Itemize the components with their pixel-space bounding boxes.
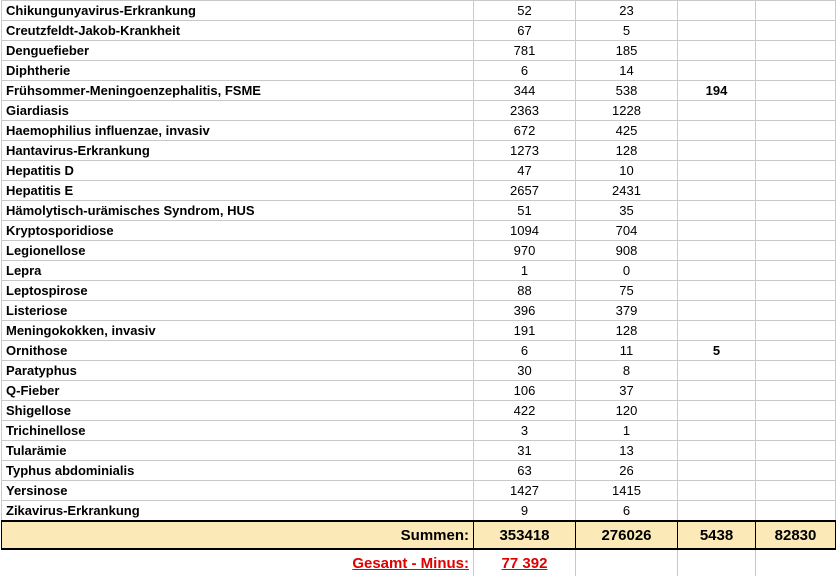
disease-name: Q-Fieber [2, 381, 474, 401]
value-d [756, 381, 836, 401]
disease-name: Diphtherie [2, 61, 474, 81]
value-c [678, 161, 756, 181]
value-a: 47 [474, 161, 576, 181]
value-a: 1427 [474, 481, 576, 501]
value-a: 1 [474, 261, 576, 281]
value-b: 23 [576, 1, 678, 21]
value-d [756, 281, 836, 301]
value-a: 781 [474, 41, 576, 61]
value-a: 6 [474, 341, 576, 361]
value-d [756, 401, 836, 421]
disease-name: Meningokokken, invasiv [2, 321, 474, 341]
table-row [2, 441, 836, 461]
disease-name: Creutzfeldt-Jakob-Krankheit [2, 21, 474, 41]
summary-d: 82830 [756, 521, 836, 549]
disease-name: Frühsommer-Meningoenzephalitis, FSME [2, 81, 474, 101]
disease-name: Ornithose [2, 341, 474, 361]
value-a: 30 [474, 361, 576, 381]
value-d [756, 321, 836, 341]
disease-name: Kryptosporidiose [2, 221, 474, 241]
value-a: 344 [474, 81, 576, 101]
value-a: 52 [474, 1, 576, 21]
disease-name: Hepatitis D [2, 161, 474, 181]
table-row [2, 481, 836, 501]
value-b: 379 [576, 301, 678, 321]
table-row [2, 41, 836, 61]
total-row [2, 549, 836, 576]
value-d [756, 221, 836, 241]
value-b: 11 [576, 341, 678, 361]
value-a: 9 [474, 501, 576, 522]
disease-name: Leptospirose [2, 281, 474, 301]
value-c [678, 301, 756, 321]
value-d [756, 361, 836, 381]
value-d [756, 261, 836, 281]
table-row [2, 81, 836, 101]
value-d [756, 41, 836, 61]
table-row [2, 341, 836, 361]
table-row [2, 381, 836, 401]
value-b: 128 [576, 141, 678, 161]
value-a: 2363 [474, 101, 576, 121]
value-a: 106 [474, 381, 576, 401]
value-a: 67 [474, 21, 576, 41]
value-b: 908 [576, 241, 678, 261]
value-c [678, 261, 756, 281]
value-a: 3 [474, 421, 576, 441]
value-d [756, 301, 836, 321]
value-c [678, 141, 756, 161]
value-c [678, 361, 756, 381]
table-row [2, 501, 836, 522]
value-a: 970 [474, 241, 576, 261]
table-row [2, 421, 836, 441]
value-b: 6 [576, 501, 678, 522]
value-d [756, 201, 836, 221]
value-c [678, 201, 756, 221]
value-c [678, 421, 756, 441]
value-c [678, 21, 756, 41]
disease-name: Tularämie [2, 441, 474, 461]
table-row [2, 181, 836, 201]
value-d [756, 161, 836, 181]
table-row [2, 261, 836, 281]
value-b: 425 [576, 121, 678, 141]
disease-name: Zikavirus-Erkrankung [2, 501, 474, 522]
summary-label: Summen: [2, 521, 474, 549]
value-b: 13 [576, 441, 678, 461]
total-value: 77 392 [474, 549, 576, 576]
value-a: 422 [474, 401, 576, 421]
value-b: 35 [576, 201, 678, 221]
disease-name: Trichinellose [2, 421, 474, 441]
value-d [756, 481, 836, 501]
value-a: 51 [474, 201, 576, 221]
value-c [678, 41, 756, 61]
table-row [2, 141, 836, 161]
disease-name: Paratyphus [2, 361, 474, 381]
disease-name: Hepatitis E [2, 181, 474, 201]
table-row [2, 241, 836, 261]
value-d [756, 61, 836, 81]
value-a: 63 [474, 461, 576, 481]
value-c [678, 481, 756, 501]
disease-name: Typhus abdominialis [2, 461, 474, 481]
table-row [2, 201, 836, 221]
value-d [756, 121, 836, 141]
value-d [756, 101, 836, 121]
value-c [678, 381, 756, 401]
value-d [756, 81, 836, 101]
value-d [756, 241, 836, 261]
value-c [678, 101, 756, 121]
total-label: Gesamt - Minus: [352, 554, 469, 572]
value-a: 2657 [474, 181, 576, 201]
table-row [2, 21, 836, 41]
value-c [678, 441, 756, 461]
disease-name: Giardiasis [2, 101, 474, 121]
value-c [678, 241, 756, 261]
disease-name: Hämolytisch-urämisches Syndrom, HUS [2, 201, 474, 221]
value-b: 26 [576, 461, 678, 481]
value-d [756, 141, 836, 161]
value-a: 191 [474, 321, 576, 341]
value-b: 1415 [576, 481, 678, 501]
disease-name: Listeriose [2, 301, 474, 321]
disease-name: Legionellose [2, 241, 474, 261]
table-row [2, 461, 836, 481]
value-b: 2431 [576, 181, 678, 201]
summary-b: 276026 [576, 521, 678, 549]
empty-cell [576, 549, 678, 576]
value-b: 538 [576, 81, 678, 101]
value-b: 128 [576, 321, 678, 341]
value-c [678, 181, 756, 201]
empty-cell [678, 549, 756, 576]
disease-name: Chikungunyavirus-Erkrankung [2, 1, 474, 21]
value-d [756, 421, 836, 441]
value-c [678, 501, 756, 522]
value-b: 0 [576, 261, 678, 281]
table-row [2, 121, 836, 141]
value-b: 8 [576, 361, 678, 381]
disease-table [1, 0, 836, 576]
value-b: 704 [576, 221, 678, 241]
value-b: 1 [576, 421, 678, 441]
value-d [756, 461, 836, 481]
value-d [756, 181, 836, 201]
table-row [2, 101, 836, 121]
value-c [678, 321, 756, 341]
value-c [678, 1, 756, 21]
value-a: 6 [474, 61, 576, 81]
value-d [756, 1, 836, 21]
value-a: 672 [474, 121, 576, 141]
summary-a: 353418 [474, 521, 576, 549]
value-c [678, 121, 756, 141]
value-c [678, 461, 756, 481]
empty-cell [756, 549, 836, 576]
table-row [2, 401, 836, 421]
value-a: 1273 [474, 141, 576, 161]
value-b: 5 [576, 21, 678, 41]
value-a: 88 [474, 281, 576, 301]
value-d [756, 441, 836, 461]
value-c [678, 401, 756, 421]
value-c: 5 [678, 341, 756, 361]
value-b: 10 [576, 161, 678, 181]
table-row [2, 361, 836, 381]
disease-name: Yersinose [2, 481, 474, 501]
value-a: 396 [474, 301, 576, 321]
disease-name: Shigellose [2, 401, 474, 421]
disease-name: Haemophilius influenzae, invasiv [2, 121, 474, 141]
value-b: 37 [576, 381, 678, 401]
value-b: 1228 [576, 101, 678, 121]
value-c [678, 221, 756, 241]
table-row [2, 301, 836, 321]
summary-c: 5438 [678, 521, 756, 549]
table-row [2, 161, 836, 181]
value-d [756, 501, 836, 522]
value-d [756, 341, 836, 361]
value-c [678, 61, 756, 81]
value-b: 120 [576, 401, 678, 421]
disease-name: Hantavirus-Erkrankung [2, 141, 474, 161]
table-row [2, 1, 836, 21]
table-row [2, 221, 836, 241]
table-row [2, 281, 836, 301]
value-b: 14 [576, 61, 678, 81]
value-c: 194 [678, 81, 756, 101]
value-b: 75 [576, 281, 678, 301]
value-a: 1094 [474, 221, 576, 241]
disease-name: Lepra [2, 261, 474, 281]
disease-name: Denguefieber [2, 41, 474, 61]
value-c [678, 281, 756, 301]
table-row [2, 61, 836, 81]
value-b: 185 [576, 41, 678, 61]
table-row [2, 321, 836, 341]
value-d [756, 21, 836, 41]
value-a: 31 [474, 441, 576, 461]
summary-row [2, 521, 836, 549]
